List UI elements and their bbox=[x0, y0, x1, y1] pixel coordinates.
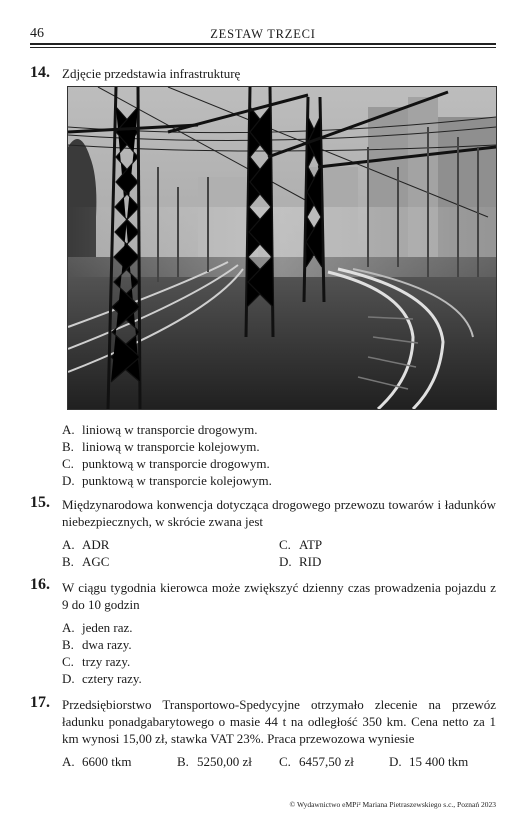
question-16-option-d[interactable]: D. cztery razy. bbox=[62, 671, 142, 686]
question-17-option-b[interactable]: B. 5250,00 zł bbox=[177, 754, 252, 769]
question-14-number: 14. bbox=[30, 64, 50, 81]
question-17-option-d[interactable]: D. 15 400 tkm bbox=[389, 754, 469, 769]
question-15-option-a[interactable]: A. ADR bbox=[62, 537, 110, 552]
question-15-option-d[interactable]: D. RID bbox=[279, 554, 322, 569]
question-16-option-c[interactable]: C. trzy razy. bbox=[62, 654, 131, 669]
footer-copyright: © Wydawnictwo eMPi² Mariana Pietraszewskiego s.c., Poznań 2023 bbox=[289, 800, 496, 809]
question-16-option-a[interactable]: A. jeden raz. bbox=[62, 620, 133, 635]
railway-catenary-photo bbox=[67, 86, 497, 410]
question-14-option-a[interactable]: A. liniową w transporcie drogowym. bbox=[62, 422, 258, 437]
question-17-option-a[interactable]: A. 6600 tkm bbox=[62, 754, 132, 769]
question-17-number: 17. bbox=[30, 694, 50, 711]
question-16-option-b[interactable]: B. dwa razy. bbox=[62, 637, 132, 652]
header-rule-thin bbox=[30, 47, 496, 48]
railway-photo-graphic bbox=[68, 87, 496, 409]
question-14-option-b[interactable]: B. liniową w transporcie kolejowym. bbox=[62, 439, 260, 454]
question-17-option-c[interactable]: C. 6457,50 zł bbox=[279, 754, 354, 769]
section-title: ZESTAW TRZECI bbox=[210, 27, 316, 41]
page-number: 46 bbox=[30, 26, 44, 41]
page-header bbox=[30, 26, 496, 42]
question-17-text: Przedsiębiorstwo Transportowo-Spedycyjne otrzymało zlecenie na przewóz ładunku ponadgabarytowego o masie 44 t na odległość 350 km. Cena netto za 1 km wynosi 15,00 zł, stawka VAT 23%. Praca przewozowa wyniesie bbox=[62, 697, 496, 746]
question-14-option-c[interactable]: C. punktową w transporcie drogowym. bbox=[62, 456, 270, 471]
question-15-text: Międzynarodowa konwencja dotycząca drogowego przewozu towarów i ładunków niebezpiecznych, w skrócie zwana jest bbox=[62, 497, 496, 529]
question-14-option-d[interactable]: D. punktową w transporcie kolejowym. bbox=[62, 473, 272, 488]
question-15-number: 15. bbox=[30, 494, 50, 511]
header-rule-thick bbox=[30, 43, 496, 45]
question-15-option-c[interactable]: C. ATP bbox=[279, 537, 323, 552]
question-16-number: 16. bbox=[30, 576, 50, 593]
question-16-text: W ciągu tygodnia kierowca może zwiększyć dzienny czas prowadzenia pojazdu z 9 do 10 godzin bbox=[62, 580, 496, 612]
question-15-option-b[interactable]: B. AGC bbox=[62, 554, 110, 569]
question-14-text: Zdjęcie przedstawia infrastrukturę bbox=[62, 66, 241, 81]
